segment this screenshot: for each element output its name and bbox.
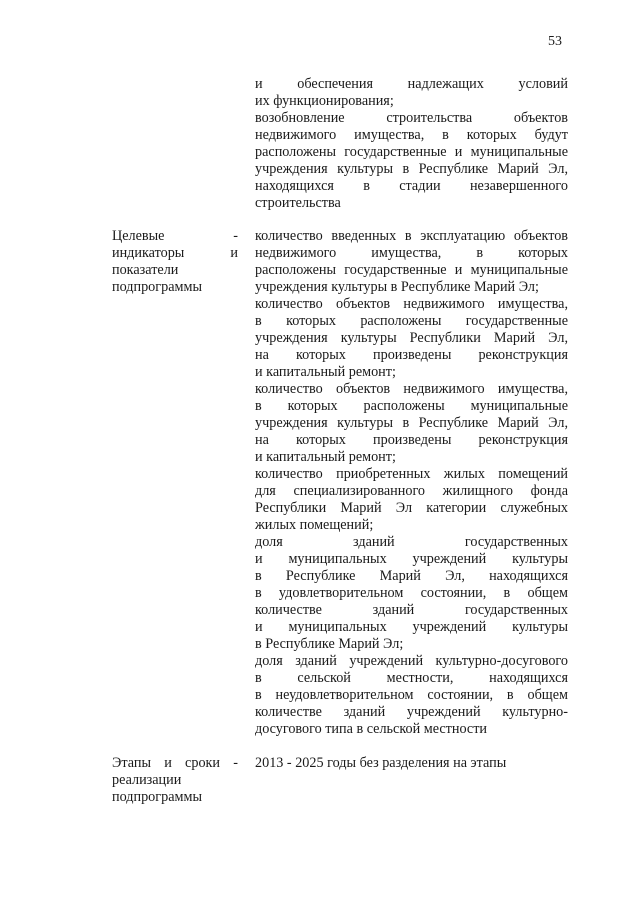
text-line: жилых помещений; [255,517,374,533]
text-line: учреждения культуры Республики Марий Эл, [255,330,568,346]
text-line: их функционирования; [255,93,394,109]
section-label-line: Целевые - [112,228,238,244]
text-line: 2013 - 2025 годы без разделения на этапы [255,755,507,771]
text-line: учреждения культуры в Республике Марий Эл; [255,279,539,295]
text-line: и капитальный ремонт; [255,364,396,380]
text-line: и капитальный ремонт; [255,449,396,465]
section-label-line: индикаторы и [112,245,238,261]
text-line: в удовлетворительном состоянии, в общем [255,585,568,601]
section-label-line: показатели [112,262,179,278]
text-line: количестве зданий государственных [255,602,568,618]
text-line: находящихся в стадии незавершенного [255,178,568,194]
section-label-line: подпрограммы [112,279,202,295]
text-line: в Республике Марий Эл, находящихся [255,568,568,584]
text-line: возобновление строительства объектов [255,110,568,126]
text-line: для специализированного жилищного фонда [255,483,568,499]
text-line: в Республике Марий Эл; [255,636,404,652]
text-line: досугового типа в сельской местности [255,721,487,737]
text-line: расположены государственные и муниципальные [255,144,568,160]
text-line: расположены государственные и муниципальные [255,262,568,278]
text-line: в которых расположены муниципальные [255,398,568,414]
text-line: недвижимого имущества, в которых [255,245,568,261]
text-line: количество введенных в эксплуатацию объектов [255,228,568,244]
text-line: строительства [255,195,341,211]
text-line: количество приобретенных жилых помещений [255,466,568,482]
text-line: в которых расположены государственные [255,313,568,329]
section-label-line: подпрограммы [112,789,202,805]
text-line: учреждения культуры в Республике Марий Эл, [255,161,568,177]
text-line: учреждения культуры в Республике Марий Эл, [255,415,568,431]
text-line: недвижимого имущества, в которых будут [255,127,568,143]
text-line: и обеспечения надлежащих условий [255,76,568,92]
text-line: в сельской местности, находящихся [255,670,568,686]
text-line: и муниципальных учреждений культуры [255,619,568,635]
section-label-line: Этапы и сроки - [112,755,238,771]
section-label-line: реализации [112,772,182,788]
text-line: доля зданий учреждений культурно-досугового [255,653,568,669]
text-line: на которых произведены реконструкция [255,432,568,448]
page-number: 53 [548,34,562,49]
text-line: Республики Марий Эл категории служебных [255,500,568,516]
text-line: в неудовлетворительном состоянии, в общем [255,687,568,703]
text-line: количество объектов недвижимого имущества, [255,296,568,312]
text-line: количестве зданий учреждений культурно- [255,704,568,720]
text-line: доля зданий государственных [255,534,568,550]
text-line: количество объектов недвижимого имущества, [255,381,568,397]
text-line: и муниципальных учреждений культуры [255,551,568,567]
text-line: на которых произведены реконструкция [255,347,568,363]
